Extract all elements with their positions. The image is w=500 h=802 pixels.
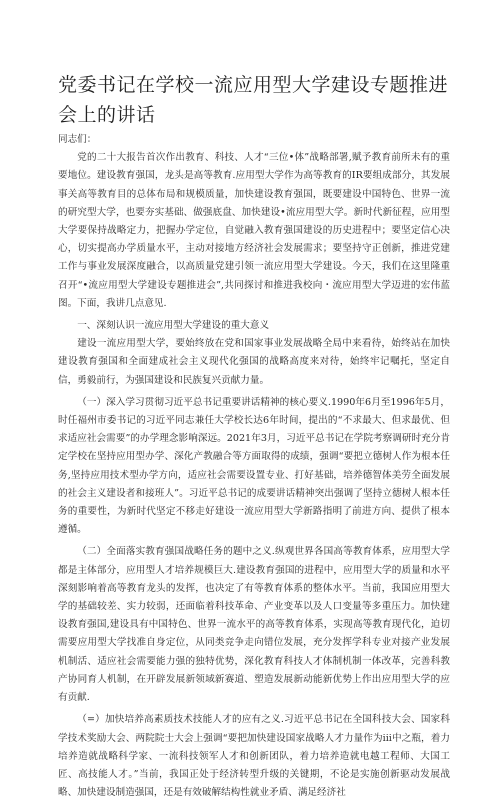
paragraph-point-3: （=）加快培养高素质技术技能人才的应有之义.习近平总书记在全国科技大会、国家科学技术奖励大会、两院院士大会上强调“要把加快建设国家战略人才力量作为iii中之瓶，着力培养造就战略科学家、一流科技领军人才和创新团队，着力培养造就电越工程师、大国工匠、高技能人才。”当前，我国正处于经济转型升级的关键期，不论是实施创新驱动发展战略、加快建设制造强国，还是有效破解结构性就业矛盾、满足经济社 <box>58 714 450 799</box>
section-heading-1: 一、深刻认识一流应用型大学建设的重大意义 <box>77 320 270 332</box>
document-body <box>58 131 450 802</box>
paragraph-section-1-intro: 建设一流应用型大学，要始终放在党和国家事业发展战略全局中来看待，始终站在加快建设教育强国和全面建成社会主义现代化强国的战略高度来对待，始终牢记嘱托，坚定自信，勇毅前行，为强国建设和民族复兴贡献力量。 <box>58 338 450 386</box>
paragraph-point-2: （二）全面落实教育强国战略任务的题中之义.纵观世界各国高等教育体系，应用型大学都是主体部分，应用型人才培养规模巨大.建设教育强国的进程中，应用型大学的质量和水平深刻影响着高等教育龙头的发挥，也决定了有等教育体系的整体水平。当前，我国应用型大学的基础较差、实力较弱，还面临着科技革命、产业变革以及人口变量等多重压力。加快建设教育强国,建设具有中国特色、世界一流水平的高等教育体系，实现高等教育现代化，迫切需要应用型大学找准自身定位，从同类竞争走向错位发展，充分发挥学科专业对接产业发展机制活、适应社会需要能力强的独特优势，深化教育科技人才体制机制一体改革，完善科教产协同育人机制，在开辟发展新领域新赛道、塑造发展新动能新优势上作出应用型大学的应有贡献. <box>58 546 450 704</box>
document-title: 党委书记在学校一流应用型大学建设专题推进会上的讲话 <box>58 74 449 126</box>
salutation: 同志们： <box>58 134 97 145</box>
paragraph-point-1: （一）深入学习贯彻习近平总书记重要讲话精神的核心要义.1990年6月至1996年5月，时任福州市委书记的习近平同志兼任大学校长达6年时间，提出的“不求最大、但求最优、但求适应社会需要”的办学理念影响深远。2021年3月，习近平总书记在学院考察调研时充分肯定学校在坚持应用型办学、深化产教融合等方面取得的成绩，强调“要把立德树人作为根本任务,坚持应用技术型办学方向，适应社会需要设置专业、打好基础，培养德智体美劳全面发展的社会主义建设者和接班人”。习近平总书记的成要讲话精神突出强调了坚持立德树人根本任务的重要性，为新时代坚定不移走好建设一流应用型大学新路指明了前进方向、提供了根本遵循。 <box>58 396 450 536</box>
paragraph-intro: 党的二十大报告首次作出教育、科技、人才“三位•体”战略部署,赋予教育前所未有的重要地位。建设教育强国，龙头是高等教育.应用型大学作为高等教育的IR要组成部分，其发展事关高等教育目的总体布局和规模质量，加快建设教育强国，既要建设中国特色、世界一流的研究型大学，也要夯实基础、做强底盘、加快建设•流应用型大学。新时代新征程，应用型大学要保持战略定力，把握办学定位，自觉融入教育强国建设的历史进程中；要坚定信心决心，切实提高办学质量水平，主动对接地方经济社会发展需求；要坚持守正创新，推进党建工作与事业发展深度融合，以高质量党建引领一流应用型大学建设。今天，我们在这里隆重召开“•流应用型大学建设专题推进会”,共同探讨和推进我校向・流应用型大学迈进的宏伟蓝图。下面，我讲几点意见. <box>58 152 450 309</box>
